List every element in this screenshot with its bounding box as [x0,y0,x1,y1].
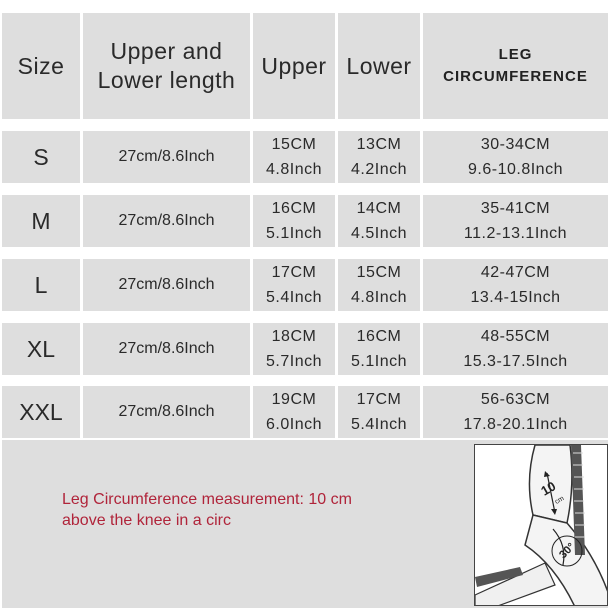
lower-in: 4.8Inch [351,289,407,306]
header-upper-label: Upper [261,52,327,79]
leg-cm: 56-63CM [480,391,551,408]
row-s-lower [338,131,420,183]
upper-in: 5.1Inch [266,225,322,242]
size-value: M [31,207,51,234]
leg-in: 13.4-15Inch [470,289,561,306]
header-upper [253,13,335,119]
header-leg-line1: LEG [498,46,533,63]
row-xl-upper [253,323,335,375]
distance-unit-label: cm [553,495,566,506]
row-xxl-length [83,386,250,438]
upper-in: 6.0Inch [266,416,322,433]
header-lower [338,13,420,119]
leg-in: 11.2-13.1Inch [463,225,568,242]
row-xxl-leg [423,386,608,438]
header-leg-line2: CIRCUMFERENCE [443,68,588,85]
header-leg-circumference [423,13,608,119]
leg-in: 17.8-20.1Inch [463,416,568,433]
measurement-note: Leg Circumference measurement: 10 cm above the knee in a circ [62,491,352,529]
upper-in: 5.4Inch [266,289,322,306]
header-length [83,13,250,119]
leg-cm: 48-55CM [480,328,551,345]
leg-in: 9.6-10.8Inch [468,161,563,178]
size-value: XXL [19,398,63,425]
row-s-length [83,131,250,183]
knee-illustration [475,445,608,606]
row-xl-leg [423,323,608,375]
length-value: 27cm/8.6Inch [118,148,215,165]
distance-label: 10 [538,478,559,499]
row-l-lower [338,259,420,311]
row-m-upper [253,195,335,247]
row-xxl-upper [253,386,335,438]
row-m-leg [423,195,608,247]
row-l-size [2,259,80,311]
length-value: 27cm/8.6Inch [118,403,215,420]
upper-cm: 18CM [271,328,317,345]
upper-in: 5.7Inch [266,353,322,370]
length-value: 27cm/8.6Inch [118,212,215,229]
length-value: 27cm/8.6Inch [118,340,215,357]
leg-cm: 30-34CM [480,136,551,153]
lower-in: 5.1Inch [351,353,407,370]
upper-cm: 15CM [271,136,317,153]
row-s-upper [253,131,335,183]
row-s-size [2,131,80,183]
row-l-leg [423,259,608,311]
row-xl-lower [338,323,420,375]
row-s-leg [423,131,608,183]
angle-label: 30° [557,540,578,562]
length-value: 27cm/8.6Inch [118,276,215,293]
lower-cm: 13CM [356,136,402,153]
lower-cm: 15CM [356,264,402,281]
size-value: S [33,143,49,170]
row-l-upper [253,259,335,311]
upper-cm: 16CM [271,200,317,217]
lower-in: 4.2Inch [351,161,407,178]
row-xxl-lower [338,386,420,438]
header-length-line1: Upper and [110,38,223,64]
row-m-length [83,195,250,247]
lower-in: 4.5Inch [351,225,407,242]
upper-cm: 19CM [271,391,317,408]
lower-cm: 17CM [356,391,402,408]
row-m-size [2,195,80,247]
header-lower-label: Lower [346,52,412,79]
leg-cm: 35-41CM [480,200,551,217]
size-value: L [34,271,48,298]
leg-in: 15.3-17.5Inch [463,353,568,370]
row-xl-length [83,323,250,375]
header-size-label: Size [17,52,65,79]
lower-in: 5.4Inch [351,416,407,433]
upper-cm: 17CM [271,264,317,281]
lower-cm: 16CM [356,328,402,345]
lower-cm: 14CM [356,200,402,217]
row-m-lower [338,195,420,247]
row-xl-size [2,323,80,375]
size-value: XL [26,335,56,362]
header-size [2,13,80,119]
upper-in: 4.8Inch [266,161,322,178]
header-length-line2: Lower length [97,67,236,93]
leg-cm: 42-47CM [480,264,551,281]
row-xxl-size [2,386,80,438]
row-l-length [83,259,250,311]
knee-measurement-figure [474,444,608,606]
